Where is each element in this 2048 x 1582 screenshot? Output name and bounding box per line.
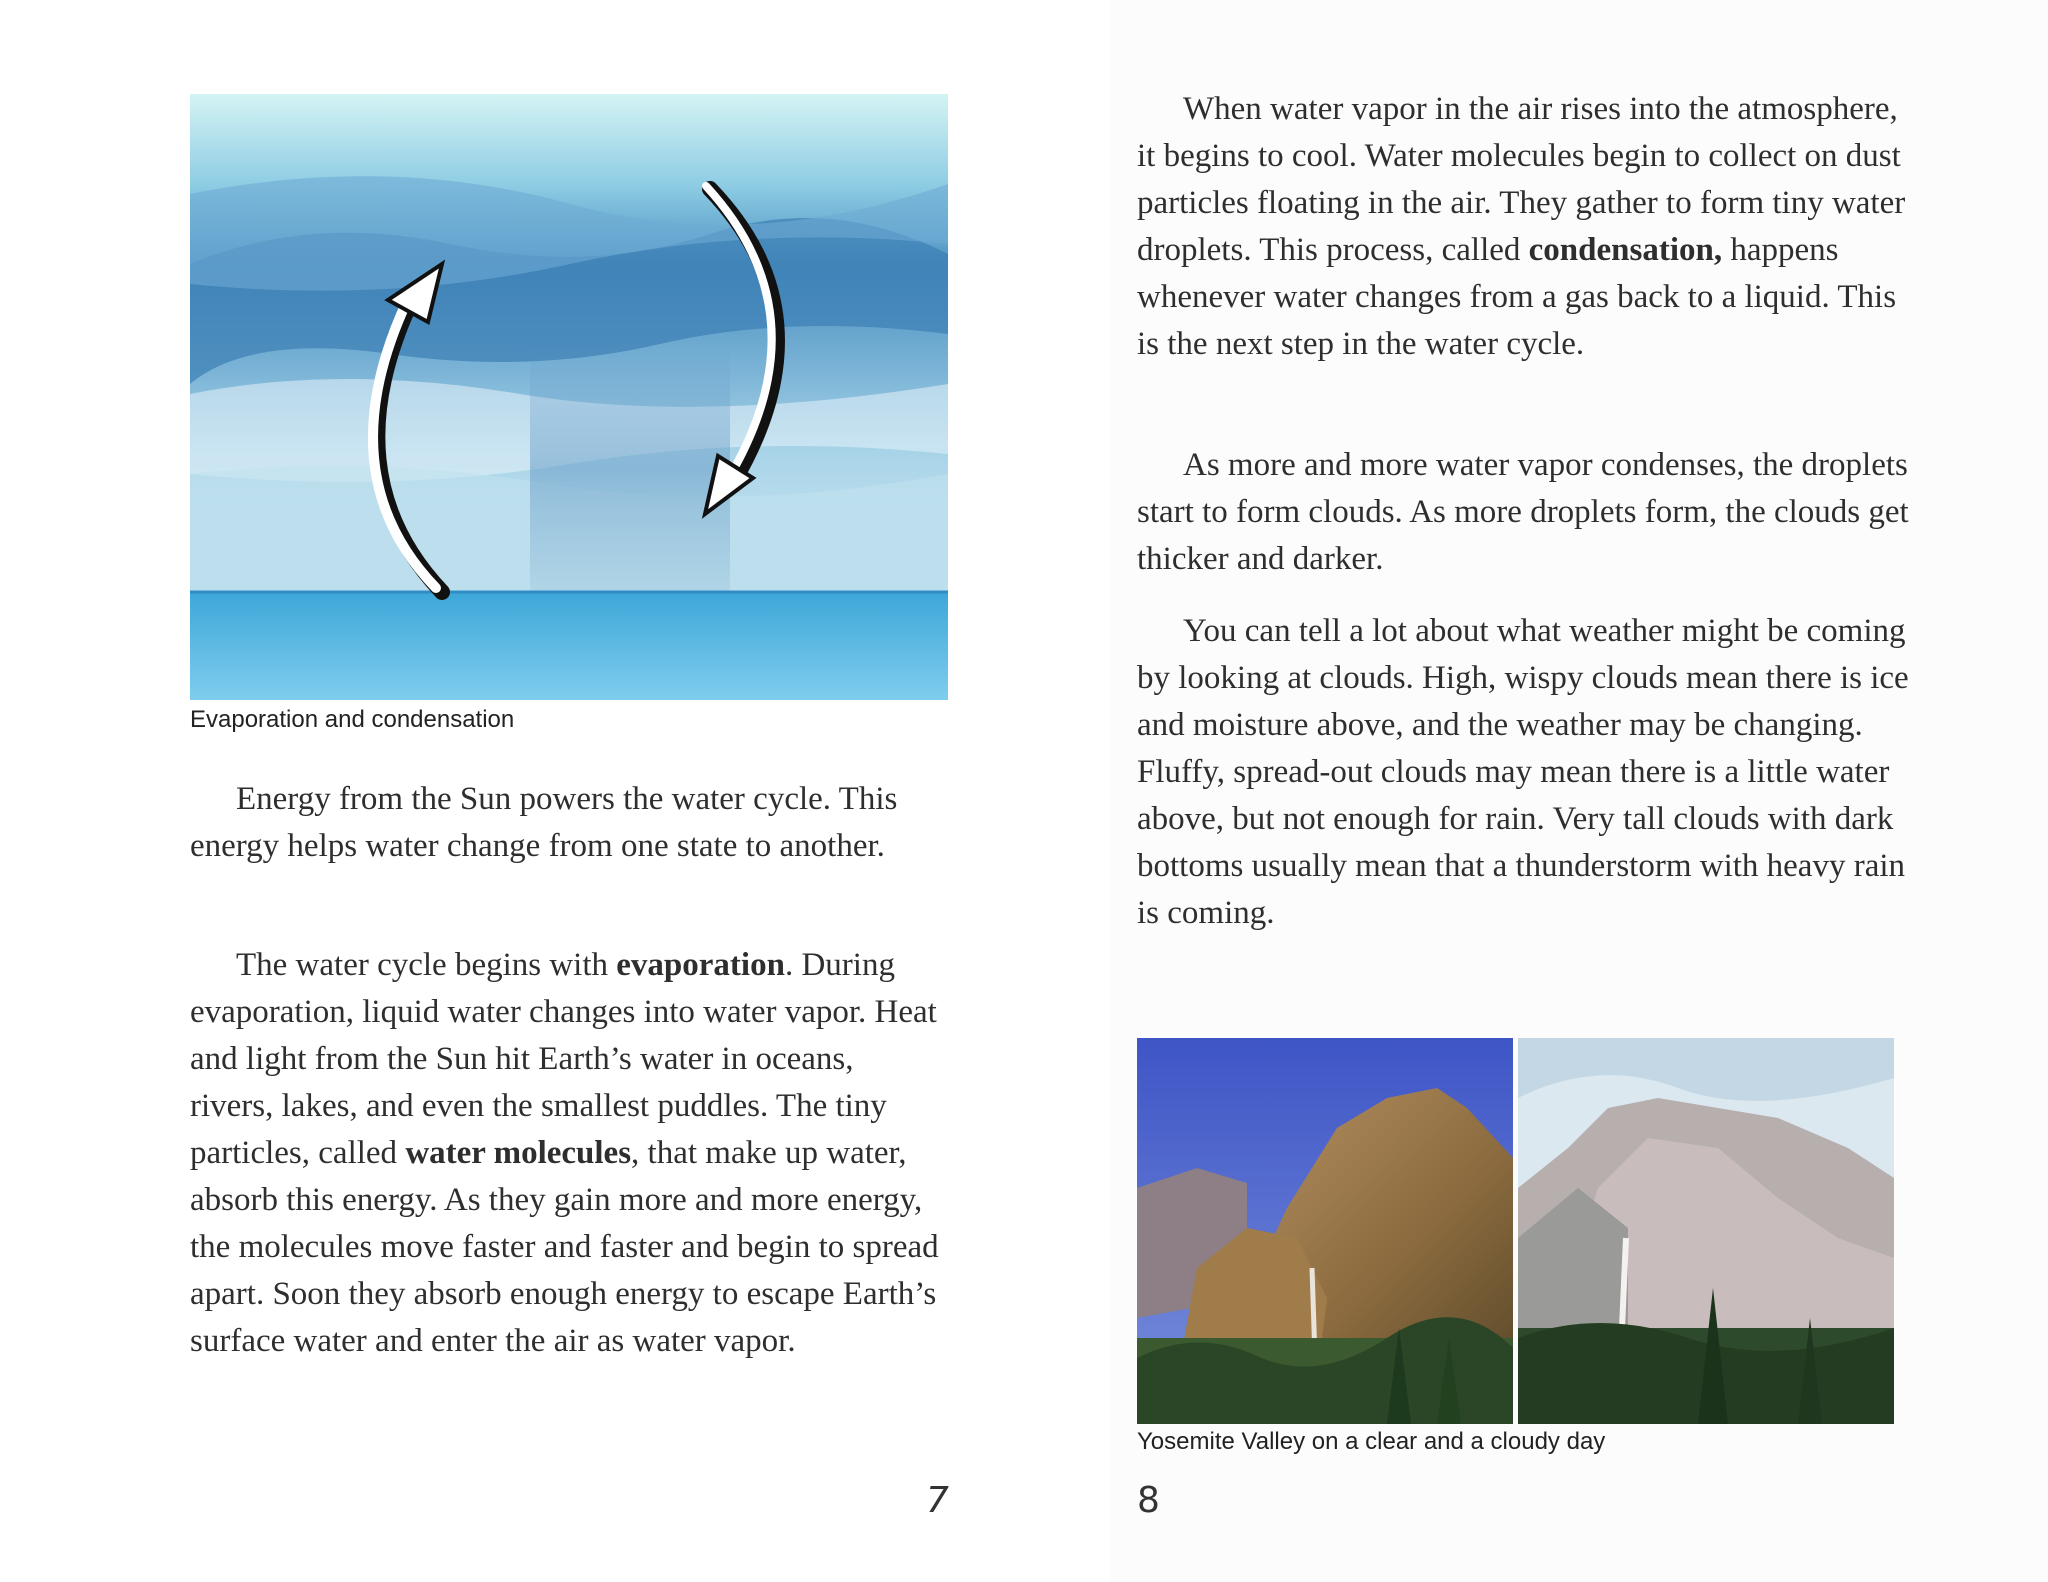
right-page [1110,0,2048,1582]
term-water-molecules: water molecules [405,1135,632,1171]
page-number-left: 7 [926,1480,949,1521]
text-span: , that make up water, absorb this energy. As they gain more and more energy, the molecules move faster and faster and begin to spread apart. Soon they absorb enough energy to escape Earth’s surface water and enter the air as water vapor. [190,1135,939,1359]
text-span: The water cycle begins with [236,947,617,983]
yosemite-clear-day-image [1137,1038,1513,1424]
paragraph-condensation [1137,86,1917,368]
text-span: When water vapor in the air rises into the atmosphere, it begins to cool. Water molecules begin to collect on dust particles floating in the air. They gather to form tiny water droplets. This process, called [1137,91,1906,268]
figure-caption: Evaporation and condensation [190,706,515,733]
page-number-right: 8 [1137,1480,1160,1521]
paragraph-clouds-form: As more and more water vapor condenses, the droplets start to form clouds. As more droplets form, the clouds get thicker and darker. [1137,447,1909,577]
paragraph-evaporation [190,942,942,1365]
term-condensation: condensation, [1528,232,1723,268]
evaporation-condensation-image [190,94,948,700]
figure-caption-yosemite: Yosemite Valley on a clear and a cloudy day [1137,1428,1606,1455]
paragraph-weather-clouds: You can tell a lot about what weather might be coming by looking at clouds. High, wispy clouds mean there is ice and moisture above, and the weather may be changing. Fluffy, spread-out clouds may mean there is a little water above, but not enough for rain. Very tall clouds with dark bottoms usually mean that a thunderstorm with heavy rain is coming. [1137,613,1909,931]
text-span: . During evaporation, liquid water changes into water vapor. Heat and light from the Sun hit Earth’s water in oceans, rivers, lakes, and even the smallest puddles. The tiny particles, called [190,947,937,1171]
yosemite-cloudy-day-image [1518,1038,1894,1424]
term-evaporation: evaporation [616,947,785,983]
paragraph-sun-energy: Energy from the Sun powers the water cycle. This energy helps water change from one state to another. [190,781,898,864]
text-span: happens whenever water changes from a gas back to a liquid. This is the next step in the water cycle. [1137,232,1897,362]
